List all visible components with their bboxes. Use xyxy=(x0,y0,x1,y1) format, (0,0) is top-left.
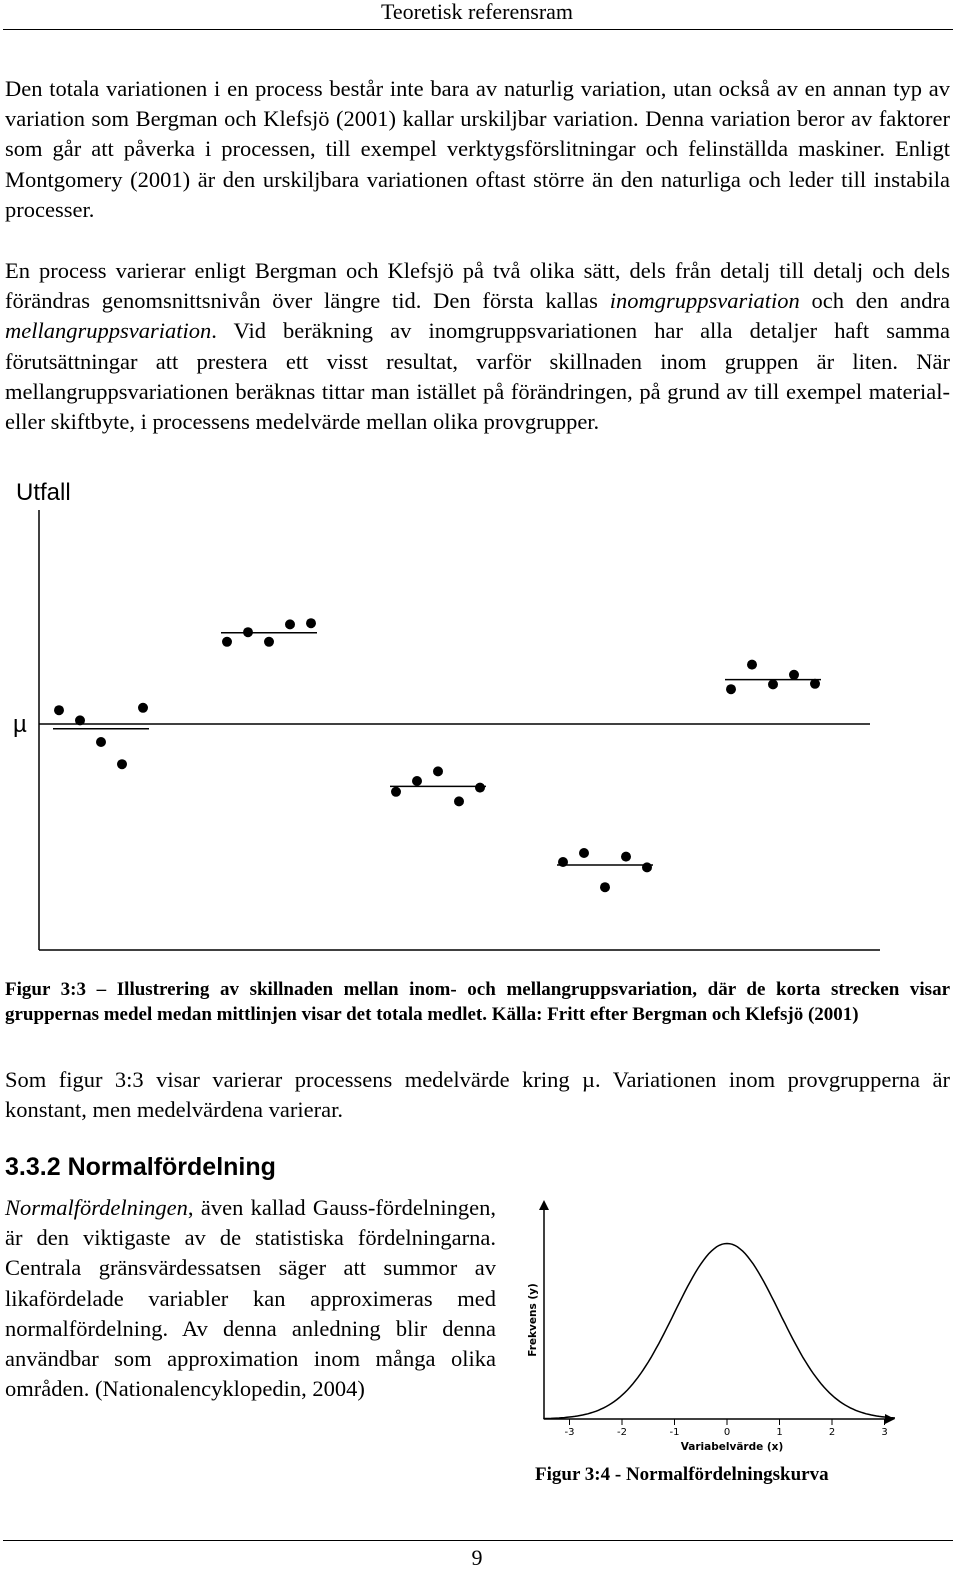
data-point xyxy=(621,852,631,862)
y-axis-label: Frekvens (y) xyxy=(527,1283,539,1357)
data-point xyxy=(558,857,568,867)
data-point xyxy=(412,776,422,786)
term-inomgruppsvariation: inomgruppsvariation xyxy=(609,288,800,314)
data-point xyxy=(391,787,401,797)
data-point xyxy=(138,703,148,713)
data-point xyxy=(600,882,610,892)
data-point xyxy=(222,637,232,647)
section-title: Normalfördelning xyxy=(67,1153,276,1181)
section-number: 3.3.2 xyxy=(5,1153,61,1181)
data-point xyxy=(642,862,652,872)
data-point xyxy=(306,618,316,628)
paragraph-normalfordelning xyxy=(5,1193,496,1404)
x-tick-label: -2 xyxy=(617,1427,627,1438)
figure-3-3-group-variation-chart xyxy=(0,470,900,965)
figure-3-3-caption: Figur 3:3 – Illustrering av skillnaden mellan inom- och mellangruppsvariation, där de korta strecken visar gruppernas medel medan mittlinjen visar det totala medlet. Källa: Fritt efter Bergman och Klefsjö (2001) xyxy=(5,979,950,1025)
normal-curve-line xyxy=(543,1244,895,1419)
paragraph-text: , även kallad Gauss-fördelningen, är den viktigaste av de statistiska fördelningarna. Centrala gränsvärdessatsen säger att summor av likafördelade variabler kan approximeras med normalfördelning. Av denna anledning blir denna användbar som approximation inom många olika områden. (Nationalencyklopedin, 2004) xyxy=(5,1195,496,1402)
paragraph-text: . Vid beräkning av inomgruppsvariationen har alla detaljer haft samma förutsättningar att prestera ett visst resultat, varför skillnaden inom gruppen är liten. När mellangruppsvariationen beräknas tittar man istället på förändringen, på grund av till exempel material- eller skiftbyte, i processens medelvärde mellan olika provgrupper. xyxy=(5,318,950,435)
x-tick-label: 2 xyxy=(828,1427,836,1438)
figure-3-4-caption: Figur 3:4 - Normalfördelningskurva xyxy=(535,1464,829,1485)
data-point xyxy=(454,796,464,806)
x-tick-label: -1 xyxy=(669,1427,680,1438)
x-tick-label: 1 xyxy=(776,1427,783,1438)
data-point xyxy=(768,679,778,689)
header-rule xyxy=(3,29,953,30)
data-point xyxy=(726,684,736,694)
data-point xyxy=(243,627,253,637)
paragraph-text: En process varierar enligt Bergman och Klefsjö på två olika sätt, dels från detalj till detalj och dels förändras genomsnittsnivån över längre tid. Den första kallas xyxy=(5,258,950,314)
chart-marks xyxy=(53,618,821,892)
figure-3-4-normal-curve-chart xyxy=(515,1197,895,1462)
data-point xyxy=(117,759,127,769)
x-axis-label: Variabelvärde (x) xyxy=(680,1441,784,1453)
data-point xyxy=(54,705,64,715)
data-point xyxy=(810,679,820,689)
paragraph-inom-mellangrupp xyxy=(5,256,950,437)
data-point xyxy=(96,737,106,747)
data-point xyxy=(75,715,85,725)
section-heading xyxy=(5,1152,276,1182)
data-point xyxy=(475,783,485,793)
term-normalfordelningen: Normalfördelningen xyxy=(5,1195,188,1220)
x-tick-label: 0 xyxy=(723,1427,731,1438)
paragraph-figure-reference: Som figur 3:3 visar varierar processens medelvärde kring µ. Variationen inom provgrupperna är konstant, men medelvärdena varierar. xyxy=(5,1067,950,1123)
x-tick-labels xyxy=(565,1419,888,1438)
mean-label: µ xyxy=(13,711,27,738)
footer-rule xyxy=(3,1540,953,1541)
data-point xyxy=(433,766,443,776)
x-tick-label: -3 xyxy=(564,1427,575,1438)
data-point xyxy=(264,637,274,647)
running-head: Teoretisk referensram xyxy=(380,0,574,24)
paragraph-urskiljbar-variation: Den totala variationen i en process består inte bara av naturlig variation, utan också av en annan typ av variation som Bergman och Klefsjö (2001) kallar urskiljbar variation. Denna variation beror av faktorer som går att påverka i processen, till exempel verktygsförslitningar och felinställda maskiner. Enligt Montgomery (2001) är den urskiljbara variationen oftast större än den naturliga och leder till instabila processer. xyxy=(5,76,950,222)
data-point xyxy=(579,848,589,858)
paragraph-text: och den andra xyxy=(799,288,950,314)
y-axis-label: Utfall xyxy=(16,479,71,506)
x-tick-label: 3 xyxy=(881,1427,888,1438)
page-number: 9 xyxy=(471,1545,483,1570)
data-point xyxy=(747,660,757,670)
term-mellangruppsvariation: mellangruppsvariation xyxy=(5,318,212,344)
data-point xyxy=(789,670,799,680)
data-point xyxy=(285,619,295,629)
